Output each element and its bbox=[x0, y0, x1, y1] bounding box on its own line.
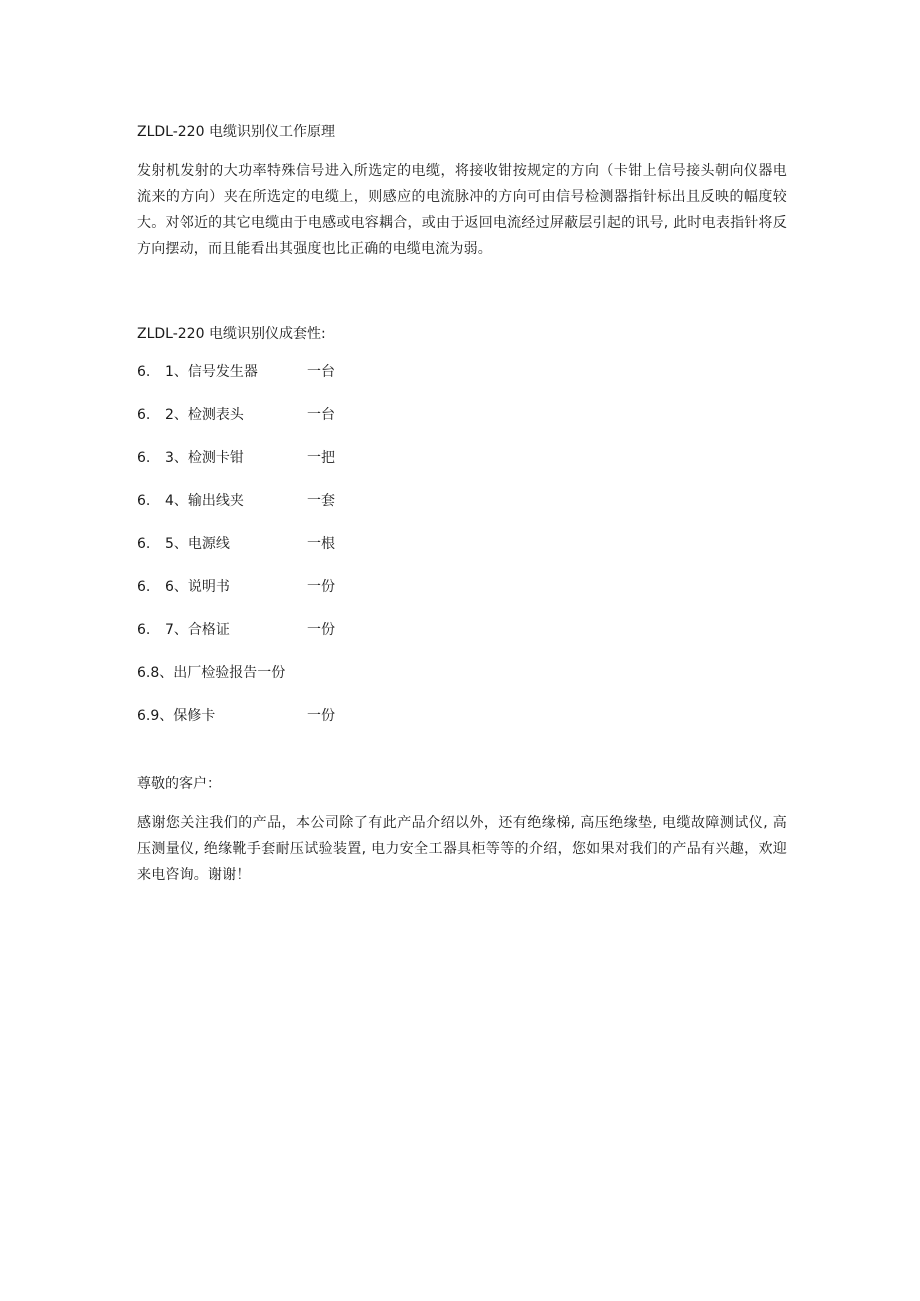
item-quantity: 一把 bbox=[307, 450, 335, 466]
list-item bbox=[137, 360, 787, 403]
item-quantity: 一份 bbox=[307, 622, 335, 638]
principle-paragraph: 发射机发射的大功率特殊信号进入所选定的电缆，将接收钳按规定的方向（卡钳上信号接头朝向仪器电流来的方向）夹在所选定的电缆上，则感应的电流脉冲的方向可由信号检测器指针标出且反映的幅度较大。对邻近的其它电缆由于电感或电容耦合，或由于返回电流经过屏蔽层引起的讯号, 此时电表指针将反方向摆动，而且能看出其强度也比正确的电缆电流为弱。 bbox=[137, 163, 787, 257]
list-item bbox=[137, 446, 787, 489]
spacer bbox=[137, 262, 787, 322]
list-item bbox=[137, 489, 787, 532]
item-quantity: 一台 bbox=[307, 407, 335, 423]
item-quantity: 一份 bbox=[307, 708, 335, 724]
item-name: 6.8、出厂检验报告一份 bbox=[137, 665, 286, 681]
item-number: 6. bbox=[137, 450, 151, 466]
list-item bbox=[137, 403, 787, 446]
list-item bbox=[137, 704, 787, 747]
item-name: 3、检测卡钳 bbox=[165, 450, 244, 466]
item-name: 4、输出线夹 bbox=[165, 493, 244, 509]
item-name: 2、检测表头 bbox=[165, 407, 244, 423]
list-item bbox=[137, 661, 787, 704]
section-title-principle: ZLDL-220 电缆识别仪工作原理 bbox=[137, 124, 335, 140]
document-content bbox=[137, 120, 787, 888]
item-number: 6. bbox=[137, 493, 151, 509]
section-title-kit: ZLDL-220 电缆识别仪成套性: bbox=[137, 326, 326, 342]
item-name: 1、信号发生器 bbox=[165, 364, 258, 380]
item-number: 6. bbox=[137, 536, 151, 552]
item-quantity: 一套 bbox=[307, 493, 335, 509]
spacer bbox=[137, 747, 787, 772]
item-name: 6、说明书 bbox=[165, 579, 230, 595]
item-number: 6. bbox=[137, 364, 151, 380]
item-name: 7、合格证 bbox=[165, 622, 230, 638]
item-number: 6. bbox=[137, 622, 151, 638]
list-item bbox=[137, 575, 787, 618]
closing-paragraph: 感谢您关注我们的产品，本公司除了有此产品介绍以外，还有绝缘梯, 高压绝缘垫, 电缆故障测试仪, 高压测量仪, 绝缘靴手套耐压试验装置, 电力安全工器具柜等等的介绍，您如果对我们的产品有兴趣，欢迎来电咨询。谢谢！ bbox=[137, 815, 787, 883]
greeting: 尊敬的客户： bbox=[137, 776, 221, 792]
kit-list bbox=[137, 360, 787, 747]
item-name: 5、电源线 bbox=[165, 536, 230, 552]
item-name: 6.9、保修卡 bbox=[137, 708, 216, 724]
item-quantity: 一根 bbox=[307, 536, 335, 552]
item-quantity: 一份 bbox=[307, 579, 335, 595]
item-number: 6. bbox=[137, 407, 151, 423]
item-number: 6. bbox=[137, 579, 151, 595]
list-item bbox=[137, 532, 787, 575]
item-quantity: 一台 bbox=[307, 364, 335, 380]
list-item bbox=[137, 618, 787, 661]
